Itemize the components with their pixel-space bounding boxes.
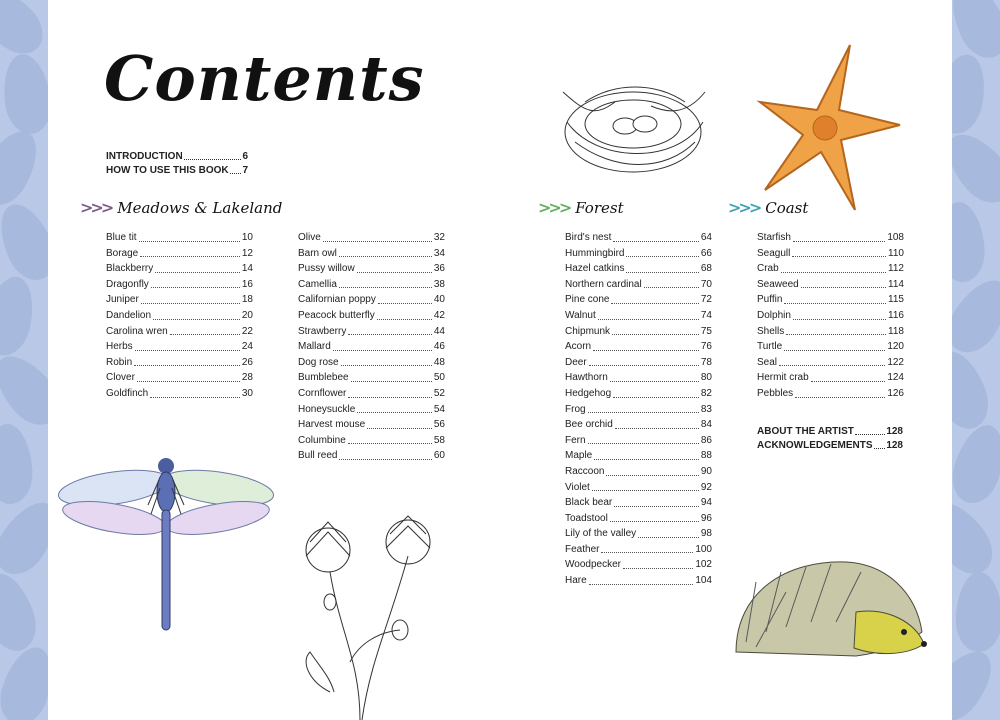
- toc-entry-page: 92: [700, 481, 712, 493]
- toc-entry[interactable]: [757, 324, 904, 340]
- toc-entry[interactable]: [565, 355, 712, 371]
- leader-dots: [610, 381, 699, 382]
- toc-entry-label: Clover: [106, 372, 135, 384]
- toc-entry-label: Hermit crab: [757, 372, 809, 384]
- leader-dots: [357, 272, 432, 273]
- toc-entry-label: Blue tit: [106, 232, 137, 243]
- toc-entry-page: 74: [700, 309, 712, 321]
- leader-dots: [184, 150, 242, 160]
- leader-dots: [795, 397, 885, 398]
- toc-entry-page: 110: [888, 247, 904, 259]
- toc-entry-page: 75: [700, 325, 712, 337]
- toc-entry-label: Seaweed: [757, 278, 799, 290]
- back-matter-label: ABOUT THE ARTIST: [757, 426, 854, 437]
- leader-dots: [592, 490, 699, 491]
- toc-entry-label: Acorn: [565, 341, 592, 353]
- toc-entry-page: 42: [433, 309, 445, 321]
- leader-dots: [341, 365, 432, 366]
- leaf-pattern-icon: [0, 122, 48, 214]
- toc-entry[interactable]: [565, 480, 712, 496]
- toc-entry-label: Toadstool: [565, 512, 608, 524]
- dragonfly-illustration: [56, 450, 282, 635]
- toc-entry-page: 10: [241, 232, 253, 243]
- toc-entry[interactable]: [298, 230, 445, 246]
- leaf-pattern-icon: [0, 567, 44, 658]
- toc-entry-page: 114: [888, 278, 904, 290]
- leader-dots: [779, 365, 885, 366]
- toc-entry[interactable]: [298, 246, 445, 262]
- chevron-icon: >>>: [538, 198, 570, 217]
- toc-entry-label: Herbs: [106, 341, 133, 353]
- toc-entry[interactable]: [298, 448, 445, 464]
- toc-entry-page: 64: [700, 232, 712, 243]
- toc-entry[interactable]: [565, 402, 712, 418]
- intro-label: HOW TO USE THIS BOOK: [106, 165, 229, 176]
- toc-entry-label: Woodpecker: [565, 559, 621, 571]
- toc-entry[interactable]: [565, 292, 712, 308]
- toc-entry-label: Bee orchid: [565, 419, 613, 431]
- leader-dots: [626, 272, 698, 273]
- intro-page: 7: [242, 165, 248, 176]
- leaf-pattern-icon: [0, 51, 48, 137]
- toc-entry[interactable]: [565, 511, 712, 527]
- toc-entry[interactable]: [298, 433, 445, 449]
- leader-dots: [644, 287, 699, 288]
- leaf-pattern-icon: [0, 196, 48, 288]
- toc-entry-page: 14: [241, 263, 253, 275]
- leader-dots: [170, 334, 240, 335]
- back-matter-page: 128: [886, 426, 903, 437]
- toc-entry-page: 83: [700, 403, 712, 415]
- toc-entry-label: Strawberry: [298, 325, 347, 337]
- back-matter-list: [757, 425, 903, 453]
- section-title: Coast: [765, 198, 809, 217]
- toc-entry-label: Cornflower: [298, 387, 347, 399]
- toc-entry-page: 84: [700, 419, 712, 431]
- toc-entry-label: Camellia: [298, 278, 337, 290]
- toc-entry-page: 116: [888, 309, 904, 321]
- toc-entry[interactable]: [757, 230, 904, 246]
- toc-entry-label: Seal: [757, 356, 778, 368]
- intro-item[interactable]: [106, 164, 248, 178]
- intro-item[interactable]: [106, 150, 248, 164]
- toc-meadows-col2: [298, 230, 445, 464]
- toc-entry-label: Bull reed: [298, 450, 338, 462]
- intro-page: 6: [242, 151, 248, 162]
- toc-entry-page: 88: [700, 450, 712, 462]
- toc-entry-page: 58: [433, 434, 445, 446]
- leader-dots: [638, 537, 699, 538]
- leader-dots: [357, 412, 432, 413]
- toc-coast: [757, 230, 904, 402]
- toc-entry-label: Juniper: [106, 294, 139, 306]
- toc-entry-page: 104: [695, 575, 712, 587]
- toc-entry-page: 44: [433, 325, 445, 337]
- toc-entry-label: Shells: [757, 325, 785, 337]
- toc-entry[interactable]: [106, 261, 253, 277]
- toc-entry-page: 60: [433, 450, 445, 462]
- section-heading-forest: [538, 198, 624, 217]
- toc-entry-label: Hawthorn: [565, 372, 608, 384]
- toc-entry[interactable]: [298, 324, 445, 340]
- toc-entry-page: 66: [700, 247, 712, 259]
- leaf-pattern-icon: [952, 345, 996, 436]
- toc-entry-page: 18: [241, 294, 253, 306]
- leader-dots: [339, 287, 432, 288]
- toc-entry-page: 98: [700, 528, 712, 540]
- toc-entry-label: Violet: [565, 481, 590, 493]
- leader-dots: [613, 241, 699, 242]
- leaf-pattern-icon: [952, 419, 1000, 509]
- leaf-pattern-icon: [952, 200, 987, 283]
- toc-entry-page: 72: [700, 294, 712, 306]
- leader-dots: [137, 381, 240, 382]
- leader-dots: [348, 397, 432, 398]
- toc-entry[interactable]: [757, 386, 904, 402]
- toc-entry-label: Lily of the valley: [565, 528, 637, 540]
- back-matter-item[interactable]: [757, 425, 903, 439]
- toc-entry-page: 90: [700, 465, 712, 477]
- toc-entry-page: 78: [700, 356, 712, 368]
- toc-entry-label: Turtle: [757, 341, 783, 353]
- toc-entry[interactable]: [565, 324, 712, 340]
- leader-dots: [151, 287, 240, 288]
- toc-entry-label: Walnut: [565, 309, 596, 321]
- toc-entry-label: Carolina wren: [106, 325, 168, 337]
- toc-entry-page: 115: [888, 294, 904, 306]
- leaf-pattern-icon: [952, 640, 1000, 720]
- toc-entry-label: Bird's nest: [565, 232, 612, 243]
- toc-entry-label: Blackberry: [106, 263, 154, 275]
- toc-entry[interactable]: [565, 230, 712, 246]
- toc-entry-label: Chipmunk: [565, 325, 611, 337]
- toc-entry[interactable]: [565, 386, 712, 402]
- toc-entry-page: 68: [700, 263, 712, 275]
- toc-entry-label: Pine cone: [565, 294, 610, 306]
- toc-entry-page: 70: [700, 278, 712, 290]
- toc-entry[interactable]: [565, 433, 712, 449]
- toc-meadows-col1: [106, 230, 253, 402]
- toc-entry[interactable]: [565, 542, 712, 558]
- leader-dots: [793, 319, 886, 320]
- leader-dots: [150, 397, 240, 398]
- toc-entry-label: Hummingbird: [565, 247, 625, 259]
- toc-entry-page: 12: [241, 247, 253, 259]
- intro-label: INTRODUCTION: [106, 151, 183, 162]
- toc-entry-page: 112: [888, 263, 904, 275]
- toc-entry-page: 96: [700, 512, 712, 524]
- toc-entry-page: 36: [433, 263, 445, 275]
- toc-entry-label: Starfish: [757, 232, 791, 243]
- toc-entry[interactable]: [757, 292, 904, 308]
- leader-dots: [333, 350, 432, 351]
- toc-entry-page: 40: [433, 294, 445, 306]
- toc-entry[interactable]: [298, 308, 445, 324]
- leaf-pattern-icon: [952, 50, 992, 138]
- bird-nest-illustration: [555, 62, 715, 192]
- contents-title: Contents: [104, 42, 425, 115]
- toc-entry[interactable]: [565, 417, 712, 433]
- left-decorative-border: [0, 0, 48, 720]
- leader-dots: [367, 428, 432, 429]
- leader-dots: [593, 350, 699, 351]
- toc-entry-label: Dragonfly: [106, 278, 149, 290]
- back-matter-item[interactable]: [757, 439, 903, 453]
- leader-dots: [153, 319, 240, 320]
- toc-entry[interactable]: [757, 246, 904, 262]
- toc-entry-page: 54: [433, 403, 445, 415]
- leaf-pattern-icon: [0, 641, 48, 720]
- toc-entry-page: 94: [700, 497, 712, 509]
- toc-entry-page: 52: [433, 387, 445, 399]
- back-matter-page: 128: [886, 440, 903, 451]
- toc-entry[interactable]: [106, 277, 253, 293]
- toc-entry-page: 48: [433, 356, 445, 368]
- leader-dots: [378, 303, 432, 304]
- toc-entry-page: 80: [700, 372, 712, 384]
- toc-entry-label: Feather: [565, 543, 600, 555]
- toc-entry-label: Bumblebee: [298, 372, 349, 384]
- leader-dots: [786, 334, 886, 335]
- toc-entry[interactable]: [298, 417, 445, 433]
- toc-entry-page: 126: [887, 387, 904, 399]
- leader-dots: [626, 256, 698, 257]
- toc-entry-page: 50: [433, 372, 445, 384]
- toc-entry-page: 30: [241, 387, 253, 399]
- toc-entry-page: 28: [241, 372, 253, 384]
- section-title: Meadows & Lakeland: [117, 198, 283, 217]
- toc-entry-page: 32: [433, 232, 445, 243]
- toc-entry-label: Crab: [757, 263, 779, 275]
- toc-entry[interactable]: [565, 339, 712, 355]
- leader-dots: [811, 381, 886, 382]
- toc-entry-page: 56: [433, 419, 445, 431]
- toc-entry-label: Robin: [106, 356, 133, 368]
- chevron-icon: >>>: [728, 198, 760, 217]
- leader-dots: [610, 521, 699, 522]
- leader-dots: [598, 319, 699, 320]
- toc-entry-label: Maple: [565, 450, 593, 462]
- toc-entry-page: 26: [241, 356, 253, 368]
- toc-entry-label: Hedgehog: [565, 387, 612, 399]
- back-matter-label: ACKNOWLEDGEMENTS: [757, 440, 873, 451]
- toc-entry[interactable]: [757, 370, 904, 386]
- leader-dots: [784, 303, 886, 304]
- toc-entry-page: 20: [241, 309, 253, 321]
- leader-dots: [606, 475, 698, 476]
- leader-dots: [134, 365, 240, 366]
- toc-entry[interactable]: [298, 355, 445, 371]
- toc-entry[interactable]: [565, 277, 712, 293]
- toc-entry[interactable]: [565, 557, 712, 573]
- leader-dots: [855, 425, 885, 435]
- leader-dots: [784, 350, 885, 351]
- toc-entry-label: Frog: [565, 403, 586, 415]
- toc-entry-page: 38: [433, 278, 445, 290]
- toc-entry-label: Dolphin: [757, 309, 791, 321]
- toc-entry-label: Seagull: [757, 247, 791, 259]
- toc-entry[interactable]: [298, 402, 445, 418]
- toc-entry[interactable]: [565, 448, 712, 464]
- leader-dots: [348, 443, 432, 444]
- leader-dots: [615, 428, 699, 429]
- toc-entry-label: Peacock butterfly: [298, 309, 375, 321]
- toc-entry[interactable]: [565, 308, 712, 324]
- leaf-pattern-icon: [952, 123, 1000, 214]
- leader-dots: [339, 256, 432, 257]
- toc-entry-label: Californian poppy: [298, 294, 376, 306]
- toc-entry-page: 86: [700, 434, 712, 446]
- leader-dots: [611, 303, 698, 304]
- leader-dots: [793, 241, 885, 242]
- toc-entry-page: 124: [887, 372, 904, 384]
- toc-entry[interactable]: [565, 495, 712, 511]
- toc-entry[interactable]: [106, 230, 253, 246]
- toc-entry[interactable]: [106, 370, 253, 386]
- leader-dots: [801, 287, 886, 288]
- leaf-pattern-icon: [952, 270, 1000, 362]
- leader-dots: [377, 319, 432, 320]
- leader-dots: [155, 272, 240, 273]
- leader-dots: [339, 459, 431, 460]
- toc-entry-label: Deer: [565, 356, 587, 368]
- starfish-illustration: [755, 40, 905, 215]
- toc-entry-page: 22: [241, 325, 253, 337]
- leader-dots: [141, 303, 240, 304]
- toc-entry-label: Goldfinch: [106, 387, 149, 399]
- leader-dots: [135, 350, 240, 351]
- toc-entry[interactable]: [757, 355, 904, 371]
- toc-entry-label: Northern cardinal: [565, 278, 642, 290]
- right-decorative-border: [952, 0, 1000, 720]
- toc-forest: [565, 230, 712, 589]
- toc-entry-page: 46: [433, 341, 445, 353]
- toc-entry[interactable]: [106, 339, 253, 355]
- leader-dots: [351, 381, 432, 382]
- toc-entry-label: Raccoon: [565, 465, 605, 477]
- section-title: Forest: [575, 198, 624, 217]
- leaf-pattern-icon: [955, 572, 1000, 653]
- toc-entry-label: Black bear: [565, 497, 613, 509]
- toc-entry[interactable]: [565, 573, 712, 589]
- leader-dots: [781, 272, 886, 273]
- toc-entry-label: Hare: [565, 575, 587, 587]
- toc-entry[interactable]: [106, 355, 253, 371]
- leader-dots: [623, 568, 693, 569]
- leaf-pattern-icon: [952, 492, 1000, 584]
- toc-entry-page: 16: [241, 278, 253, 290]
- toc-entry-label: Dandelion: [106, 309, 152, 321]
- toc-entry-page: 82: [700, 387, 712, 399]
- leader-dots: [589, 365, 699, 366]
- intro-list: [106, 150, 248, 178]
- toc-entry-page: 34: [433, 247, 445, 259]
- leader-dots: [594, 459, 699, 460]
- toc-entry-page: 100: [695, 543, 712, 555]
- toc-entry-page: 24: [241, 341, 253, 353]
- leaf-pattern-icon: [0, 423, 34, 505]
- toc-entry[interactable]: [106, 324, 253, 340]
- toc-entry-page: 118: [888, 325, 904, 337]
- toc-entry[interactable]: [757, 308, 904, 324]
- leader-dots: [589, 584, 694, 585]
- toc-entry-label: Olive: [298, 232, 321, 243]
- toc-entry-label: Borage: [106, 247, 139, 259]
- toc-entry[interactable]: [106, 246, 253, 262]
- leader-dots: [612, 334, 699, 335]
- leader-dots: [140, 256, 240, 257]
- toc-entry[interactable]: [298, 370, 445, 386]
- toc-entry[interactable]: [565, 526, 712, 542]
- toc-entry[interactable]: [298, 339, 445, 355]
- toc-entry[interactable]: [298, 292, 445, 308]
- toc-entry-label: Pussy willow: [298, 263, 355, 275]
- chevron-icon: >>>: [80, 198, 112, 217]
- toc-entry[interactable]: [757, 277, 904, 293]
- leader-dots: [230, 164, 242, 174]
- toc-entry-label: Dog rose: [298, 356, 339, 368]
- leader-dots: [792, 256, 886, 257]
- toc-entry[interactable]: [565, 246, 712, 262]
- leader-dots: [588, 412, 699, 413]
- toc-entry-label: Harvest mouse: [298, 419, 366, 431]
- toc-entry-label: Barn owl: [298, 247, 337, 259]
- toc-entry-page: 120: [887, 341, 904, 353]
- cornflower-illustration: [290, 512, 460, 720]
- toc-entry[interactable]: [565, 370, 712, 386]
- toc-entry-label: Hazel catkins: [565, 263, 625, 275]
- leader-dots: [874, 439, 886, 449]
- toc-entry[interactable]: [106, 292, 253, 308]
- leader-dots: [139, 241, 240, 242]
- toc-entry-label: Mallard: [298, 341, 331, 353]
- section-heading-meadows: [80, 198, 282, 217]
- toc-entry[interactable]: [298, 277, 445, 293]
- leader-dots: [601, 552, 693, 553]
- toc-entry[interactable]: [757, 339, 904, 355]
- toc-entry-label: Pebbles: [757, 387, 794, 399]
- hedgehog-illustration: [726, 552, 931, 667]
- toc-entry[interactable]: [757, 261, 904, 277]
- toc-entry[interactable]: [565, 464, 712, 480]
- toc-entry-page: 102: [695, 559, 712, 571]
- leader-dots: [348, 334, 432, 335]
- leaf-pattern-icon: [0, 492, 48, 584]
- leader-dots: [588, 443, 699, 444]
- toc-entry[interactable]: [106, 308, 253, 324]
- toc-entry-label: Fern: [565, 434, 586, 446]
- toc-entry-label: Puffin: [757, 294, 783, 306]
- leader-dots: [323, 241, 432, 242]
- toc-entry[interactable]: [106, 386, 253, 402]
- toc-entry-page: 108: [887, 232, 904, 243]
- toc-entry-label: Columbine: [298, 434, 346, 446]
- leader-dots: [613, 397, 699, 398]
- toc-entry[interactable]: [298, 261, 445, 277]
- toc-entry-page: 76: [700, 341, 712, 353]
- toc-entry-page: 122: [887, 356, 904, 368]
- leaf-pattern-icon: [0, 272, 40, 360]
- toc-entry-label: Honeysuckle: [298, 403, 356, 415]
- toc-entry[interactable]: [565, 261, 712, 277]
- leaf-pattern-icon: [0, 345, 48, 436]
- toc-entry[interactable]: [298, 386, 445, 402]
- leader-dots: [614, 506, 699, 507]
